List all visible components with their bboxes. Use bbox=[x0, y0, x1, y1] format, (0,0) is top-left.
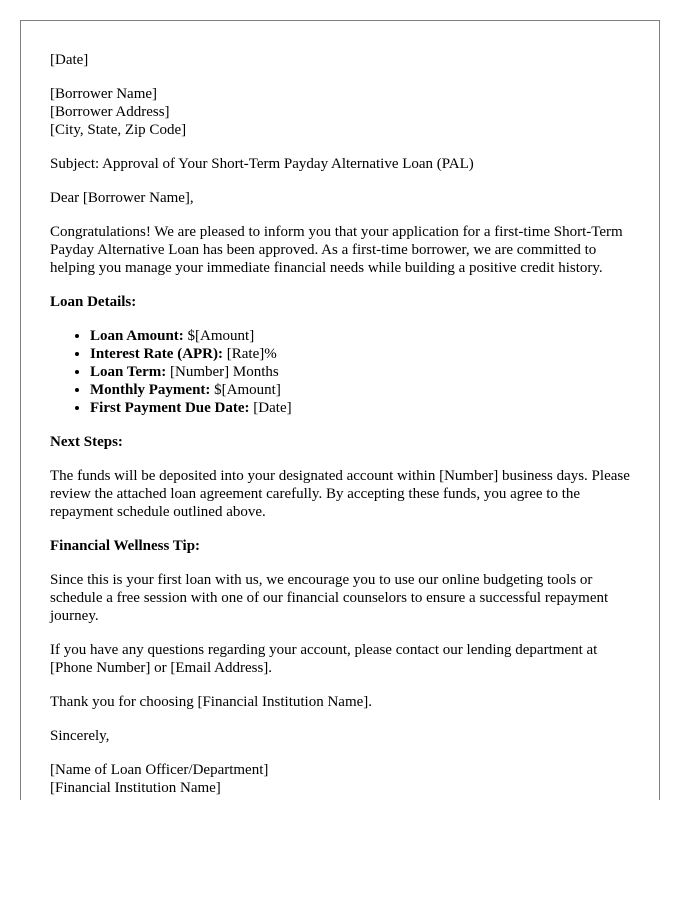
recipient-address: [Borrower Address] bbox=[50, 104, 170, 120]
recipient-block bbox=[50, 85, 630, 139]
monthly-payment-value: $[Amount] bbox=[210, 382, 281, 398]
interest-rate-value: [Rate]% bbox=[223, 346, 277, 362]
loan-term-label: Loan Term: bbox=[90, 364, 167, 380]
letter-closing: Sincerely, bbox=[50, 728, 110, 744]
list-item-interest-rate bbox=[90, 345, 630, 363]
list-item-loan-amount bbox=[90, 327, 630, 345]
wellness-tip-body: Since this is your first loan with us, we encourage you to use our online budgeting tools or schedule a free session with one of our financial counselors to ensure a successful repayment journey. bbox=[50, 572, 609, 624]
recipient-city-state-zip: [City, State, Zip Code] bbox=[50, 122, 187, 138]
interest-rate-label: Interest Rate (APR): bbox=[90, 346, 224, 362]
recipient-name: [Borrower Name] bbox=[50, 86, 158, 102]
loan-amount-value: $[Amount] bbox=[183, 328, 255, 344]
loan-amount-label: Loan Amount: bbox=[90, 328, 184, 344]
wellness-tip-heading: Financial Wellness Tip: bbox=[50, 538, 201, 554]
loan-term-value: [Number] Months bbox=[166, 364, 279, 380]
loan-details-heading: Loan Details: bbox=[50, 294, 137, 310]
loan-details-list bbox=[50, 327, 630, 417]
letter-subject: Subject: Approval of Your Short-Term Payday Alternative Loan (PAL) bbox=[50, 156, 474, 172]
signature-institution: [Financial Institution Name] bbox=[50, 780, 221, 796]
list-item-loan-term bbox=[90, 363, 630, 381]
letter-salutation: Dear [Borrower Name], bbox=[50, 190, 194, 206]
monthly-payment-label: Monthly Payment: bbox=[90, 382, 211, 398]
signature-block bbox=[50, 761, 630, 797]
first-payment-due-value: [Date] bbox=[249, 400, 292, 416]
thanks-paragraph: Thank you for choosing [Financial Institution Name]. bbox=[50, 694, 373, 710]
list-item-first-payment-due bbox=[90, 399, 630, 417]
next-steps-heading: Next Steps: bbox=[50, 434, 123, 450]
next-steps-body: The funds will be deposited into your designated account within [Number] business days. Please review the attached loan agreement carefully. By accepting these funds, you agree to the repayment schedule outlined above. bbox=[50, 468, 630, 520]
letter-intro: Congratulations! We are pleased to inform you that your application for a first-time Short-Term Payday Alternative Loan has been approved. As a first-time borrower, we are committed to helping you manage your immediate financial needs while building a positive credit history. bbox=[50, 224, 623, 276]
signature-officer: [Name of Loan Officer/Department] bbox=[50, 762, 269, 778]
contact-paragraph: If you have any questions regarding your account, please contact our lending department at [Phone Number] or [Email Address]. bbox=[50, 642, 598, 676]
list-item-monthly-payment bbox=[90, 381, 630, 399]
first-payment-due-label: First Payment Due Date: bbox=[90, 400, 250, 416]
letter-page bbox=[20, 20, 660, 800]
letter-body bbox=[21, 21, 659, 797]
letter-date: [Date] bbox=[50, 52, 89, 68]
